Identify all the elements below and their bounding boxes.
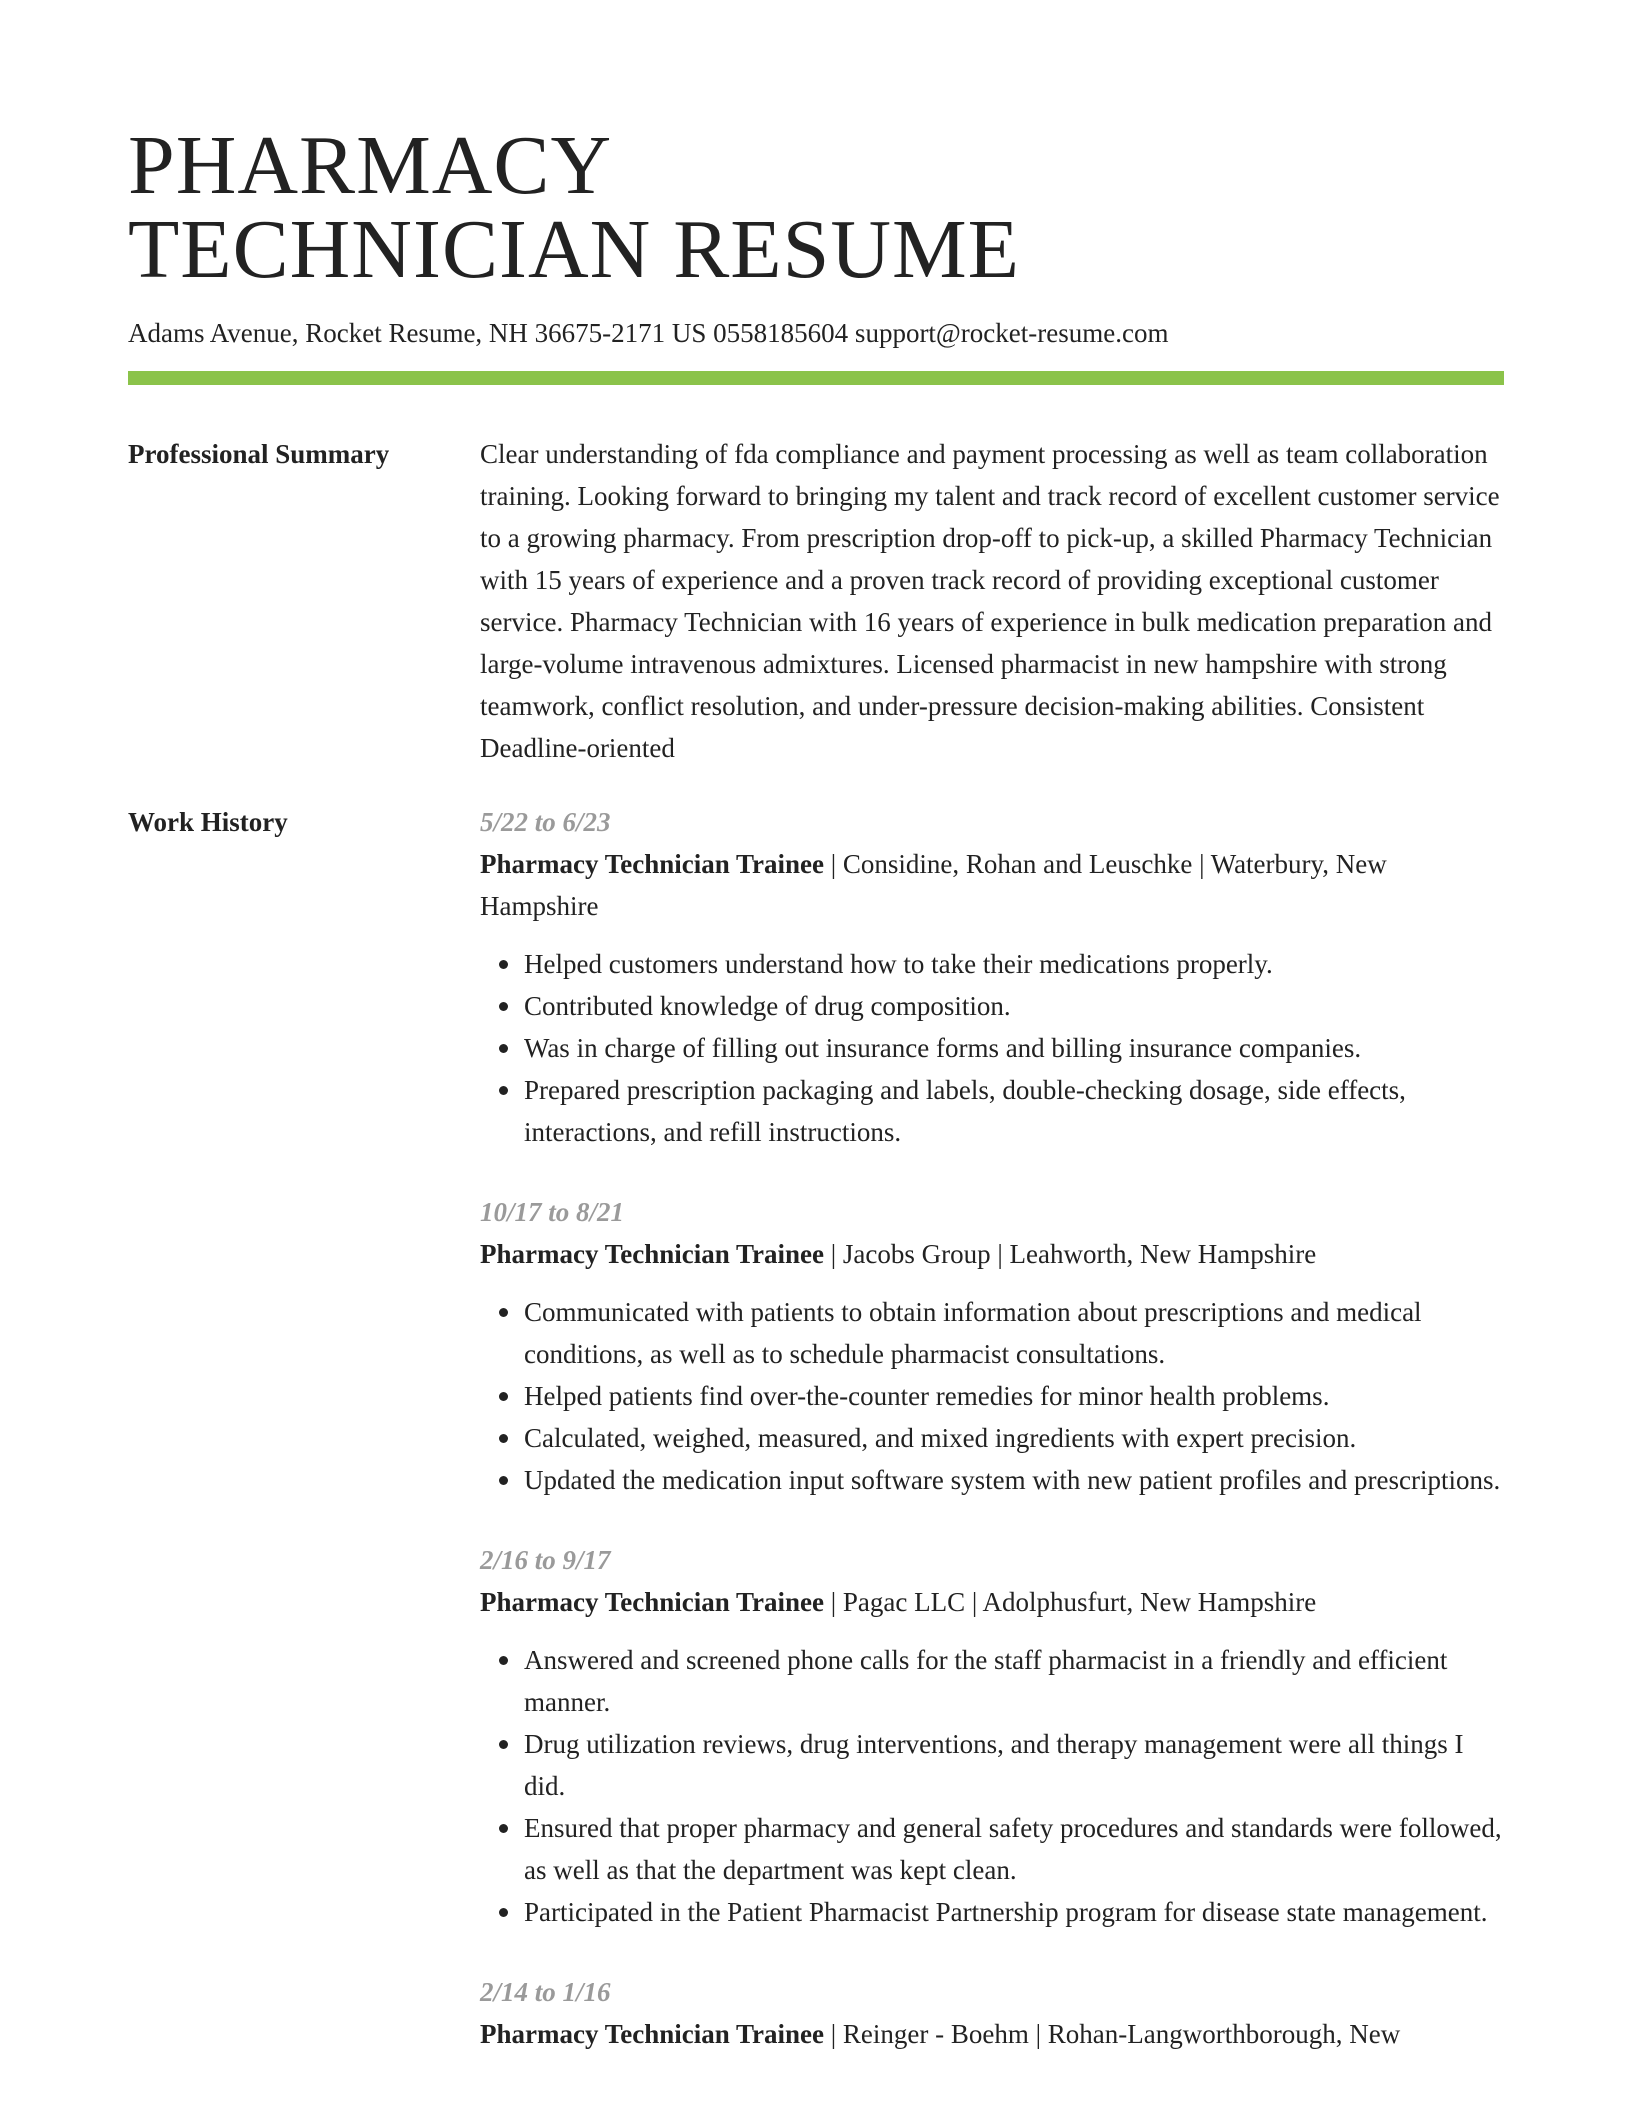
job-bullet: Drug utilization reviews, drug interventions, and therapy management were all things I did. [524,1723,1504,1807]
title-line-1: PHARMACY [128,119,613,212]
job-title: Pharmacy Technician Trainee [480,1587,824,1617]
contact-line: Adams Avenue, Rocket Resume, NH 36675-2171 US 0558185604 support@rocket-resume.com [128,318,1169,348]
job-bullets [480,943,1504,1153]
job-employer-location: | Jacobs Group | Leahworth, New Hampshire [824,1239,1317,1269]
job-title: Pharmacy Technician Trainee [480,849,824,879]
job-bullet: Helped customers understand how to take their medications properly. [524,943,1504,985]
job-employer-location: | Considine, Rohan and Leuschke | Waterbury, New Hampshire [480,849,1387,921]
job-entry [480,1971,1504,2055]
job-dates: 10/17 to 8/21 [480,1197,625,1227]
job-heading [480,1581,1504,1623]
job-dates: 2/16 to 9/17 [480,1545,611,1575]
job-bullets [480,1639,1504,1933]
job-bullet: Answered and screened phone calls for the staff pharmacist in a friendly and efficient manner. [524,1639,1504,1723]
job-bullet: Updated the medication input software system with new patient profiles and prescriptions. [524,1459,1504,1501]
job-employer-location: | Pagac LLC | Adolphusfurt, New Hampshire [824,1587,1317,1617]
job-title: Pharmacy Technician Trainee [480,1239,824,1269]
job-entry [480,801,1504,1153]
job-bullet: Participated in the Patient Pharmacist Partnership program for disease state management. [524,1891,1504,1933]
job-bullet: Communicated with patients to obtain information about prescriptions and medical conditions, as well as to schedule pharmacist consultations. [524,1291,1504,1375]
job-bullet: Prepared prescription packaging and labels, double-checking dosage, side effects, interactions, and refill instructions. [524,1069,1504,1153]
summary-text: Clear understanding of fda compliance and payment processing as well as team collaboration training. Looking forward to bringing my talent and track record of excellent customer service to a growing pharmacy. From prescription drop-off to pick-up, a skilled Pharmacy Technician with 15 years of experience and a proven track record of providing exceptional customer service. Pharmacy Technician with 16 years of experience in bulk medication preparation and large-volume intravenous admixtures. Licensed pharmacist in new hampshire with strong teamwork, conflict resolution, and under-pressure decision-making abilities. Consistent Deadline-oriented [480,439,1500,763]
title-line-2: TECHNICIAN RESUME [128,203,1020,296]
accent-divider [128,371,1504,385]
job-heading [480,2013,1504,2055]
job-heading [480,843,1504,927]
job-title: Pharmacy Technician Trainee [480,2019,824,2049]
job-bullet: Ensured that proper pharmacy and general safety procedures and standards were followed, as well as that the department was kept clean. [524,1807,1504,1891]
section-label-work-history: Work History [128,807,288,837]
job-bullet: Helped patients find over-the-counter remedies for minor health problems. [524,1375,1504,1417]
job-bullet: Contributed knowledge of drug composition. [524,985,1504,1027]
job-entry [480,1539,1504,1933]
job-bullet: Calculated, weighed, measured, and mixed ingredients with expert precision. [524,1417,1504,1459]
resume-title [128,119,1020,296]
section-label-summary: Professional Summary [128,439,390,469]
work-history-body [480,801,1504,2093]
job-bullet: Was in charge of filling out insurance forms and billing insurance companies. [524,1027,1504,1069]
job-dates: 5/22 to 6/23 [480,807,611,837]
job-dates: 2/14 to 1/16 [480,1977,611,2007]
job-heading [480,1233,1504,1275]
job-bullets [480,1291,1504,1501]
job-employer-location: | Reinger - Boehm | Rohan-Langworthborough, New [824,2019,1401,2049]
summary-body [480,433,1504,769]
job-entry [480,1191,1504,1501]
